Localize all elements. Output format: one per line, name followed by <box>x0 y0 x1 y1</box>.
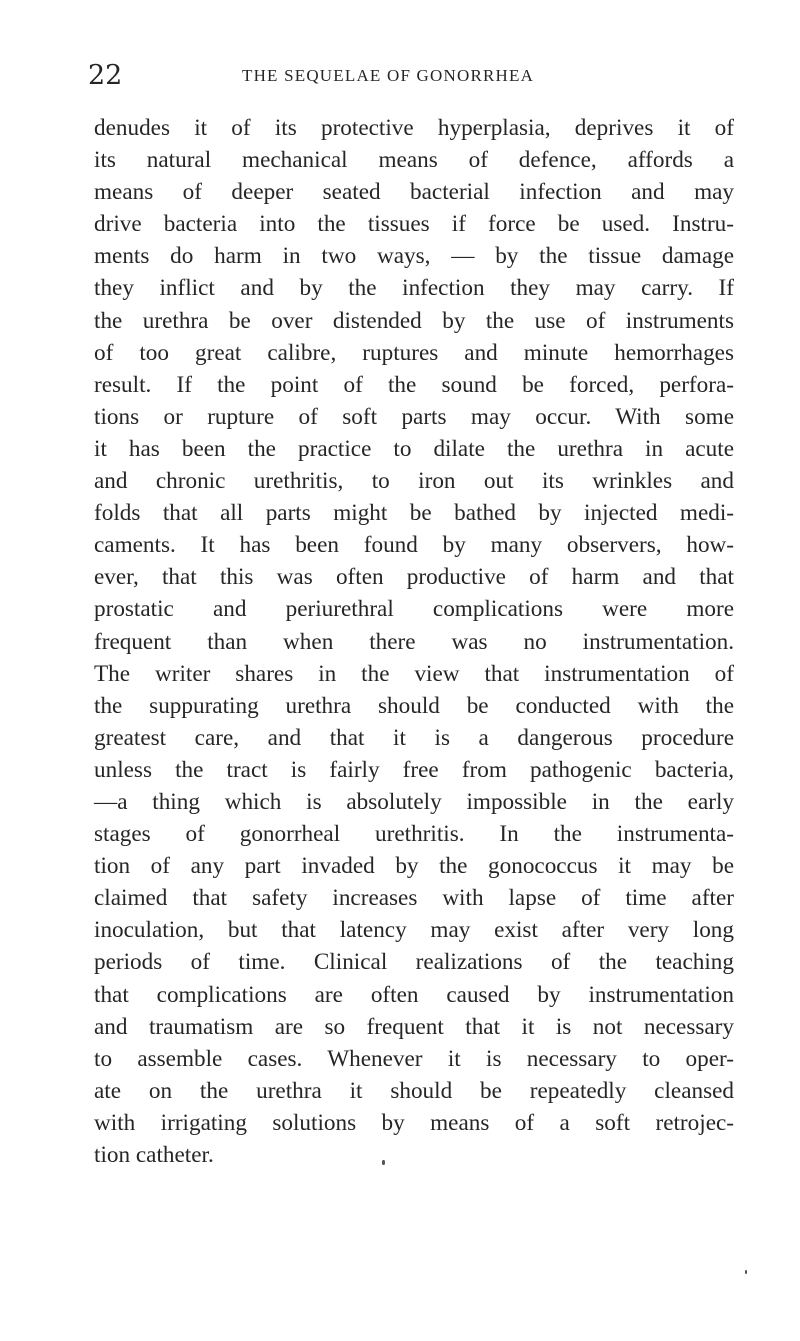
text-line: and traumatism are so frequent that it is not necessary <box>94 1013 734 1040</box>
text-line: means of deeper seated bacterial infection and may <box>94 179 734 206</box>
page-number: 22 <box>88 60 123 91</box>
text-line: periods of time. Clinical realizations of the teaching <box>94 949 734 976</box>
text-line: greatest care, and that it is a dangerous procedure <box>94 724 734 751</box>
running-title: THE SEQUELAE OF GONORRHEA <box>242 66 535 85</box>
text-line: stages of gonorrheal urethritis. In the instrumenta- <box>94 821 734 848</box>
running-head <box>88 60 728 92</box>
text-line: The writer shares in the view that instrumentation of <box>94 660 734 687</box>
text-line: tion of any part invaded by the gonococcus it may be <box>94 853 734 880</box>
ink-speck <box>745 1270 747 1274</box>
text-line: that complications are often caused by instrumentation <box>94 981 734 1008</box>
text-line: tion catheter. <box>94 1142 214 1168</box>
text-line: ate on the urethra it should be repeatedly cleansed <box>94 1077 734 1104</box>
text-line: result. If the point of the sound be forced, perfora- <box>94 371 734 398</box>
text-line: unless the tract is fairly free from pathogenic bacteria, <box>94 756 734 783</box>
text-line: drive bacteria into the tissues if force be used. Instru- <box>94 211 734 238</box>
text-line: denudes it of its protective hyperplasia, deprives it of <box>94 115 734 141</box>
text-line: the suppurating urethra should be conducted with the <box>94 692 734 719</box>
text-line: of too great calibre, ruptures and minute hemorrhages <box>94 339 734 366</box>
text-line: it has been the practice to dilate the urethra in acute <box>94 435 734 462</box>
text-line: ever, that this was often productive of harm and that <box>94 564 734 591</box>
text-line: to assemble cases. Whenever it is necessary to oper- <box>94 1045 734 1072</box>
text-line: prostatic and periurethral complications were more <box>94 596 734 623</box>
ink-speck <box>382 1160 385 1165</box>
text-line: tions or rupture of soft parts may occur. With some <box>94 403 734 430</box>
text-line: claimed that safety increases with lapse of time after <box>94 885 734 912</box>
text-line: —a thing which is absolutely impossible in the early <box>94 788 734 815</box>
text-line: ments do harm in two ways, — by the tissue damage <box>94 243 734 270</box>
text-line: and chronic urethritis, to iron out its wrinkles and <box>94 468 734 495</box>
text-line: they inflict and by the infection they may carry. If <box>94 275 734 302</box>
text-line: its natural mechanical means of defence, affords a <box>94 147 734 174</box>
text-line: with irrigating solutions by means of a soft retrojec- <box>94 1109 734 1136</box>
text-line: frequent than when there was no instrumentation. <box>94 628 734 655</box>
text-line: inoculation, but that latency may exist after very long <box>94 917 734 944</box>
text-line: the urethra be over distended by the use of instruments <box>94 307 734 334</box>
text-line: folds that all parts might be bathed by injected medi- <box>94 500 734 527</box>
body-paragraph <box>94 112 734 1171</box>
text-line: caments. It has been found by many observers, how- <box>94 532 734 559</box>
